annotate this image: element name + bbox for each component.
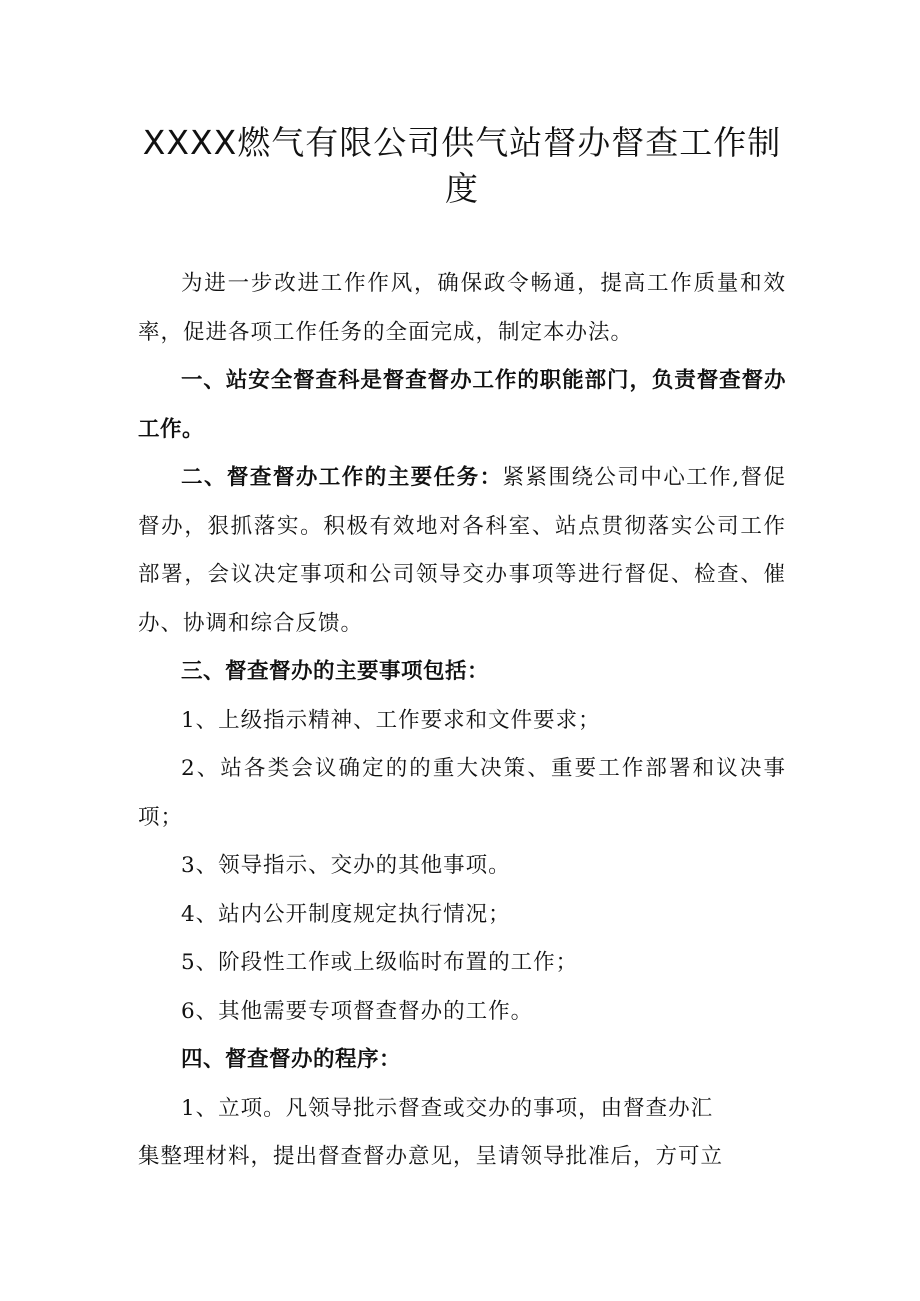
procedure-1-paragraph xyxy=(138,1085,786,1182)
list-item-5: 5、阶段性工作或上级临时布置的工作； xyxy=(181,950,579,975)
document-body xyxy=(138,260,786,1182)
procedure-1-line-2: 集整理材料，提出督查督办意见，呈请领导批准后，方可立 xyxy=(138,1144,724,1169)
document-title xyxy=(138,120,786,212)
list-item-3: 3、领导指示、交办的其他事项。 xyxy=(181,853,511,878)
section-3-heading: 三、督查督办的主要事项包括： xyxy=(181,659,490,684)
section-4-heading: 四、督查督办的程序： xyxy=(181,1047,402,1072)
section-2-body: 紧紧围绕公司中心工作,督促督办，狠抓落实。积极有效地对各科室、站点贯彻落实公司工作部署，会议决定事项和公司领导交办事项等进行督促、检查、催办、协调和综合反馈。 xyxy=(138,465,786,636)
section-1-paragraph: 一、站安全督查科是督查督办工作的职能部门，负责督查督办工作。 xyxy=(138,368,786,442)
list-item-4: 4、站内公开制度规定执行情况； xyxy=(181,901,511,927)
list-item-6: 6、其他需要专项督查督办的工作。 xyxy=(181,998,534,1024)
section-2-paragraph xyxy=(138,454,786,648)
procedure-1-line-1: 1、立项。凡领导批示督查或交办的事项，由督查办汇 xyxy=(181,1095,714,1121)
document-title-line-1: XXXX燃气有限公司供气站督办督查工作制 xyxy=(142,123,782,162)
document-title-line-2: 度 xyxy=(445,169,479,208)
list-item-2: 2、站各类会议确定的的重大决策、重要工作部署和议决事项； xyxy=(138,756,786,830)
section-2-heading: 二、督查督办工作的主要任务： xyxy=(181,465,503,490)
list-item-1: 1、上级指示精神、工作要求和文件要求； xyxy=(181,707,601,733)
intro-paragraph: 为进一步改进工作作风，确保政令畅通，提高工作质量和效率，促进各项工作任务的全面完成，制定本办法。 xyxy=(138,271,786,345)
